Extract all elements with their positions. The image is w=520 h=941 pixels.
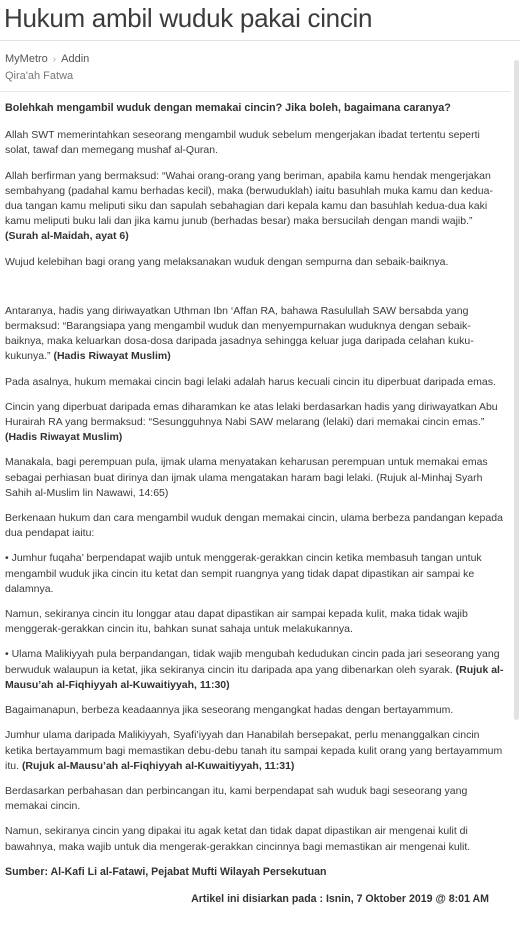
article-paragraph: • Jumhur fuqaha’ berpendapat wajib untuk menggerak-gerakkan cincin ketika membasuh tangan untuk mengambil wuduk jika cincin itu ketat dan sempit ruangnya yang tidak dapat dipastikan air sampai ke dalamnya. (5, 552, 482, 595)
article-body (5, 101, 505, 907)
page-title: Hukum ambil wuduk pakai cincin (4, 3, 373, 33)
reference: (Hadis Riwayat Muslim) (53, 350, 171, 363)
article-paragraph: Pada asalnya, hukum memakai cincin bagi lelaki adalah harus kecuali cincin itu diperbuat daripada emas. (5, 375, 496, 388)
section-label: Qira'ah Fatwa (5, 70, 74, 82)
article-paragraph: Antaranya, hadis yang diriwayatkan Uthman Ibn ‘Affan RA, bahawa Rasulullah SAW bersabda yang bermaksud: “Barangsiapa yang mengambil wuduk dan menyempurnakan wuduknya dengan sebaik-baiknya, maka keluarkan dosa-dosa daripada jasadnya sehingga keluar juga daripada celahan kuku-kukunya.” (Hadis Riwayat Muslim) (5, 304, 474, 363)
published-date: Artikel ini disiarkan pada : Isnin, 7 Oktober 2019 @ 8:01 AM (191, 892, 489, 905)
scrollbar-thumb[interactable] (514, 60, 519, 720)
article-source: Sumber: Al-Kafi Li al-Fatawi, Pejabat Mufti Wilayah Persekutuan (5, 865, 327, 878)
article-paragraph: Namun, sekiranya cincin itu longgar atau dapat dipastikan air sampai kepada kulit, maka tidak wajib menggerak-gerakkan cincin itu, bahkan sunat sahaja untuk melakukannya. (5, 608, 468, 636)
article-paragraph: Wujud kelebihan bagi orang yang melaksanakan wuduk dengan sempurna dan sebaik-baiknya. (5, 255, 449, 268)
article-paragraph: Berdasarkan perbahasan dan perbincangan itu, kami berpendapat sah wuduk bagi seseorang yang memakai cincin. (5, 784, 468, 813)
breadcrumb (5, 53, 89, 65)
header-divider (0, 40, 520, 41)
chevron-right-icon: › (52, 53, 57, 65)
article-paragraph: • Ulama Malikiyyah pula berpandangan, tidak wajib mengubah kedudukan cincin pada jari seseorang yang berwuduk walaupun ia ketat, jika sekiranya cincin itu daripada apa yang dibenarkan oleh syarak. (Rujuk al-Mausu’ah al-Fiqhiyyah al-Kuwaitiyyah, 11:30) (5, 648, 504, 691)
article-paragraph: Bagaimanapun, berbeza keadaannya jika seseorang mengangkat hadas dengan bertayammum. (5, 704, 454, 717)
article-paragraph: Berkenaan hukum dan cara mengambil wuduk dengan memakai cincin, ulama berbeza pandangan kepada dua pendapat iaitu: (5, 512, 503, 540)
article-paragraph: Namun, sekiranya cincin yang dipakai itu agak ketat dan tidak dapat dipastikan air mengenai kulit di bawahnya, maka wajib untuk dia mengerak-gerakkan cincinnya bagi memastikan air mengenai kulit. (5, 825, 471, 853)
reference: (Rujuk al-Mausu’ah al-Fiqhiyyah al-Kuwaitiyyah, 11:30) (5, 663, 504, 691)
breadcrumb-root-link[interactable]: MyMetro (5, 53, 48, 65)
reference: (Rujuk al-Mausu’ah al-Fiqhiyyah al-Kuwaitiyyah, 11:31) (21, 759, 295, 772)
article-question: Bolehkah mengambil wuduk dengan memakai cincin? Jika boleh, bagaimana caranya? (5, 102, 451, 114)
breadcrumb-current-link[interactable]: Addin (61, 53, 90, 65)
article-paragraph: Allah berfirman yang bermaksud: “Wahai orang-orang yang beriman, apabila kamu hendak mengerjakan sembahyang (padahal kamu berhadas kecil), maka (berwuduklah) iaitu basuhlah muka kamu dan kedua-dua tangan kamu meliputi siku dan sapulah sebahagian dari kepala kamu dan basuhlah kedua-dua kaki kamu meliputi buku lali dan jika kamu junub (berhadas besar) maka bersucilah dengan mandi wajib.” (Surah al-Maidah, ayat 6) (5, 169, 493, 243)
article-paragraph: Manakala, bagi perempuan pula, ijmak ulama menyatakan keharusan perempuan untuk memakai emas sebagai perhiasan buat dirinya dan ijmak ulama mengatakan haram bagi lelaki. (Rujuk al-Minhaj Syarh Sahih al-Muslim lin Nawawi, 14:65) (5, 456, 488, 499)
article-paragraph: Cincin yang diperbuat daripada emas diharamkan ke atas lelaki berdasarkan hadis yang diriwayatkan Abu Hurairah RA yang bermaksud: “Sesungguhnya Nabi SAW melarang (lelaki) dari memakai cincin emas.” (Hadis Riwayat Muslim) (5, 400, 498, 444)
reference: (Surah al-Maidah, ayat 6) (5, 230, 129, 243)
reference: (Hadis Riwayat Muslim) (5, 431, 123, 444)
article-paragraph: Jumhur ulama daripada Malikiyyah, Syafi’iyyah dan Hanabilah bersepakat, perlu menanggalkan cincin ketika bertayammum bagi memastikan debu-debu tanah itu sampai kepada kulit orang yang bertayammum itu. (Rujuk al-Mausu’ah al-Fiqhiyyah al-Kuwaitiyyah, 11:31) (5, 729, 503, 772)
article-paragraph: Allah SWT memerintahkan seseorang mengambil wuduk sebelum mengerjakan ibadat tertentu seperti solat, tawaf dan memegang mushaf al-Quran. (5, 129, 480, 157)
section-divider (0, 91, 510, 92)
